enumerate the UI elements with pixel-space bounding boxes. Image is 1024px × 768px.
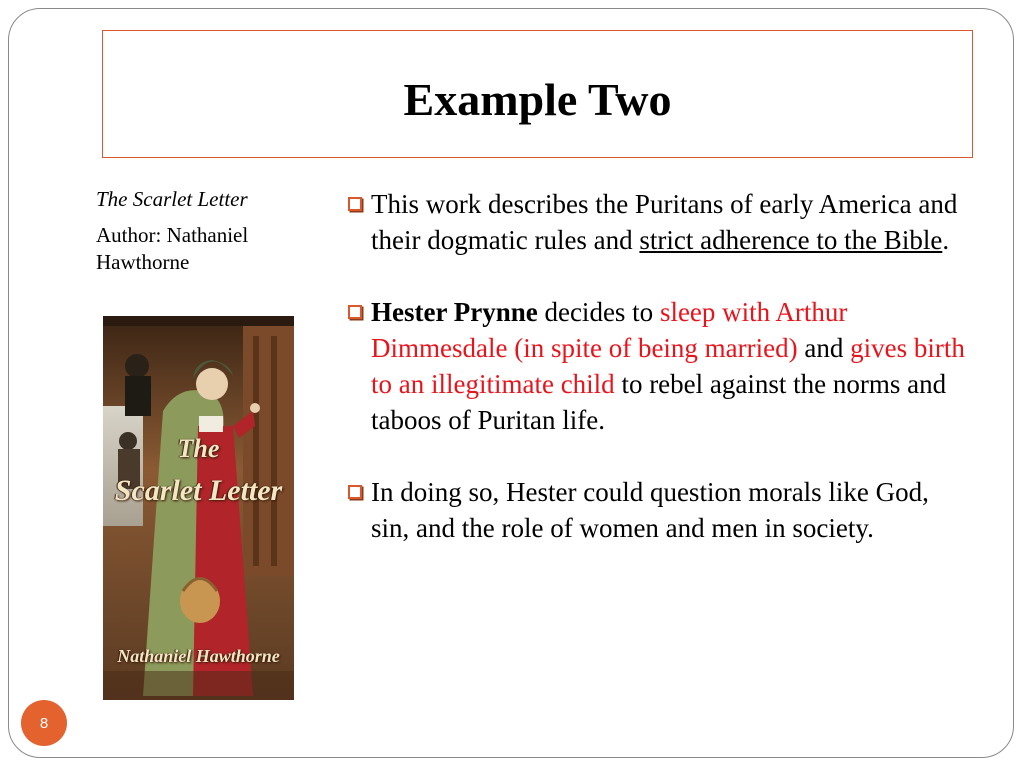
bullet-2-red-b: gives birth to an illegitimate child <box>371 333 965 399</box>
book-cover-image <box>103 316 294 700</box>
bullet-3-text: In doing so, Hester could question morals like God, sin, and the role of women and men in society. <box>371 477 929 543</box>
bullet-2-text-b: and <box>797 333 851 363</box>
bullet-2-name: Hester Prynne <box>371 297 538 327</box>
bullet-list <box>346 186 966 582</box>
square-bullet-icon <box>348 305 362 319</box>
bullet-2-text-a: decides to <box>537 297 660 327</box>
author-label: Author: Nathaniel Hawthorne <box>96 223 249 274</box>
square-bullet-icon <box>348 197 362 211</box>
bullet-1-end: . <box>942 225 950 255</box>
slide-title: Example Two <box>403 73 672 125</box>
cover-title: Scarlet Letter <box>114 474 283 507</box>
cover-illustration <box>103 316 294 700</box>
bullet-item-2 <box>346 294 966 438</box>
cover-author: Nathaniel Hawthorne <box>117 646 280 666</box>
bullet-2-red-a: sleep with Arthur Dimmesdale (in spite of being married) <box>371 297 848 363</box>
bullet-2-text-c: to rebel against the norms and taboos of Puritan life. <box>371 369 947 435</box>
bullet-item-1 <box>346 186 966 258</box>
book-title: The Scarlet Letter <box>96 187 248 211</box>
page-number-badge: 8 <box>21 700 67 746</box>
bullet-item-3 <box>346 474 966 546</box>
title-box <box>102 30 973 158</box>
bullet-1-underlined: strict adherence to the Bible <box>639 225 943 255</box>
square-bullet-icon <box>348 485 362 499</box>
bullet-1-text: This work describes the Puritans of early America and their dogmatic rules and <box>371 189 958 255</box>
cover-title-the: The <box>177 434 220 463</box>
book-info <box>96 186 326 275</box>
